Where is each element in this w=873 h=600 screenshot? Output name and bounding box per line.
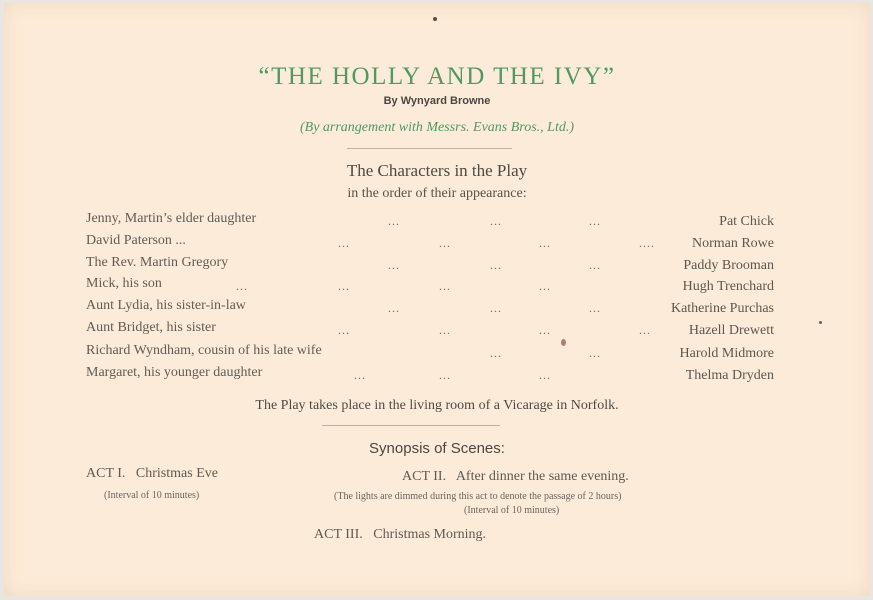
- leader-dots: ...: [388, 214, 400, 228]
- leader-dots: ...: [490, 214, 502, 228]
- cast-actor: Thelma Dryden: [685, 368, 774, 383]
- cast-role: Mick, his son: [86, 276, 162, 291]
- cast-row: [86, 298, 774, 318]
- interval-note: (Interval of 10 minutes): [464, 505, 560, 516]
- cast-row: [86, 276, 774, 296]
- leader-dots: ...: [490, 346, 502, 360]
- programme-page: [4, 3, 870, 596]
- play-title: “THE HOLLY AND THE IVY”: [258, 63, 616, 90]
- cast-actor: Hazell Drewett: [688, 323, 774, 338]
- cast-actor: Paddy Brooman: [683, 258, 774, 273]
- act-two: [402, 469, 629, 485]
- leader-dots: ...: [354, 368, 366, 382]
- interval-note: (Interval of 10 minutes): [104, 490, 200, 501]
- leader-dots: ...: [539, 368, 551, 382]
- leader-dots: ...: [490, 301, 502, 315]
- cast-role: Aunt Lydia, his sister-in-law: [86, 298, 246, 313]
- cast-row: [86, 211, 774, 231]
- cast-actor: Hugh Trenchard: [682, 279, 774, 294]
- act-label: ACT III.: [314, 527, 363, 542]
- divider: [347, 148, 512, 149]
- cast-role: Aunt Bridget, his sister: [86, 320, 216, 335]
- cast-actor: Pat Chick: [719, 214, 774, 229]
- leader-dots: ...: [589, 346, 601, 360]
- cast-role: The Rev. Martin Gregory: [86, 255, 229, 270]
- leader-dots: ...: [439, 368, 451, 382]
- leader-dots: ...: [338, 279, 350, 293]
- synopsis-heading: Synopsis of Scenes:: [369, 440, 505, 457]
- act-label: ACT II.: [402, 469, 447, 484]
- leader-dots: ...: [639, 323, 651, 337]
- leader-dots: ...: [338, 236, 350, 250]
- cast-row: [86, 320, 774, 340]
- pin-hole-mark: [433, 17, 437, 21]
- author-line: By Wynyard Browne: [383, 95, 491, 107]
- leader-dots: ...: [490, 258, 502, 272]
- arrangement-note: (By arrangement with Messrs. Evans Bros., Ltd.): [299, 120, 575, 135]
- cast-row: [86, 233, 774, 253]
- lighting-note: (The lights are dimmed during this act to denote the passage of 2 hours): [334, 491, 622, 502]
- act-scene: After dinner the same evening.: [455, 469, 629, 484]
- act-label: ACT I.: [86, 466, 126, 481]
- act-three: [314, 527, 486, 543]
- leader-dots: ...: [388, 301, 400, 315]
- leader-dots: ...: [338, 323, 350, 337]
- speck-mark: [819, 321, 822, 324]
- cast-role: Richard Wyndham, cousin of his late wife: [86, 343, 322, 358]
- leader-dots: ...: [589, 214, 601, 228]
- cast-role: Jenny, Martin’s elder daughter: [86, 211, 257, 226]
- cast-actor: Katherine Purchas: [670, 301, 774, 316]
- leader-dots: ...: [439, 323, 451, 337]
- cast-role: Margaret, his younger daughter: [86, 365, 263, 380]
- leader-dots: ...: [236, 279, 248, 293]
- leader-dots: ...: [539, 323, 551, 337]
- leader-dots: ...: [439, 279, 451, 293]
- leader-dots: ...: [539, 236, 551, 250]
- leader-dots: ....: [639, 236, 655, 250]
- characters-subheading: in the order of their appearance:: [347, 186, 527, 201]
- characters-heading: The Characters in the Play: [346, 161, 528, 180]
- cast-actor: Harold Midmore: [679, 346, 774, 361]
- setting-note: The Play takes place in the living room of a Vicarage in Norfolk.: [255, 398, 619, 413]
- cast-row: [86, 255, 774, 275]
- leader-dots: ...: [589, 258, 601, 272]
- cast-row: [86, 343, 774, 363]
- divider: [322, 425, 500, 426]
- cast-role: David Paterson ...: [86, 233, 186, 248]
- leader-dots: ...: [439, 236, 451, 250]
- leader-dots: ...: [589, 301, 601, 315]
- act-scene: Christmas Morning.: [373, 527, 487, 542]
- cast-actor: Norman Rowe: [691, 236, 774, 251]
- leader-dots: ...: [539, 279, 551, 293]
- cast-row: [86, 365, 774, 385]
- leader-dots: ...: [388, 258, 400, 272]
- act-scene: Christmas Eve: [135, 466, 218, 481]
- act-one: [86, 466, 218, 482]
